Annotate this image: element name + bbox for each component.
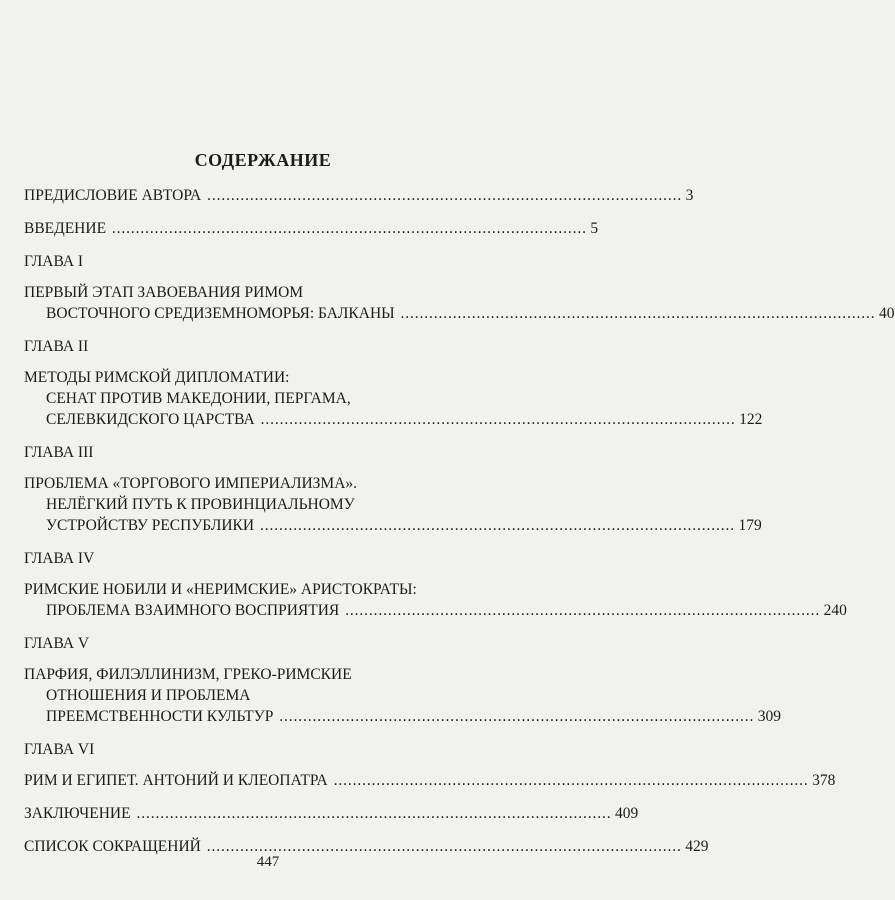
toc-page-number: 409: [614, 805, 639, 822]
toc-entry-text: СЕНАТ ПРОТИВ МАКЕДОНИИ, ПЕРГАМА,: [46, 390, 351, 407]
toc-page-number: 122: [739, 411, 763, 428]
toc-page-number: 378: [812, 772, 836, 789]
toc-entry-chapter-3: [24, 473, 762, 536]
toc-entry-text: ВВЕДЕНИЕ: [24, 220, 107, 237]
toc-entry-text: ВОСТОЧНОГО СРЕДИЗЕМНОМОРЬЯ: БАЛКАНЫ: [46, 305, 395, 322]
leader-dots: [112, 220, 585, 237]
toc-entry-text: СПИСОК СОКРАЩЕНИЙ: [24, 838, 201, 855]
page-number: 447: [256, 854, 280, 870]
toc-entry-text: ПАРФИЯ, ФИЛЭЛЛИНИЗМ, ГРЕКО-РИМСКИЕ: [24, 666, 352, 683]
chapter-heading-3: ГЛАВА III: [24, 444, 94, 461]
leader-dots: [260, 517, 733, 534]
leader-dots: [261, 411, 734, 428]
toc-entry-chapter-2: [24, 367, 763, 430]
toc-entry-text: ПРЕЕМСТВЕННОСТИ КУЛЬТУР: [46, 708, 274, 725]
toc-page-number: 429: [685, 838, 709, 855]
toc-page-number: 3: [685, 187, 694, 204]
chapter-heading-5: ГЛАВА V: [24, 635, 90, 652]
toc-entry-preface: [24, 185, 694, 206]
toc-entry-text: ПРОБЛЕМА ВЗАИМНОГО ВОСПРИЯТИЯ: [46, 602, 340, 619]
toc-entry-chapter-4: [24, 579, 847, 621]
toc-title: СОДЕРЖАНИЕ: [194, 150, 332, 170]
leader-dots: [279, 708, 752, 725]
leader-dots: [334, 772, 807, 789]
toc-entry-text: ЗАКЛЮЧЕНИЕ: [24, 805, 131, 822]
leader-dots: [136, 805, 609, 822]
toc-page-number: 5: [590, 220, 599, 237]
leader-dots: [345, 602, 818, 619]
toc-entry-introduction: [24, 218, 599, 239]
chapter-heading-1: ГЛАВА I: [24, 253, 84, 270]
toc-entry-text: СЕЛЕВКИДСКОГО ЦАРСТВА: [46, 411, 255, 428]
leader-dots: [207, 838, 680, 855]
toc-entry-conclusion: [24, 803, 639, 824]
toc-entry-text: ПЕРВЫЙ ЭТАП ЗАВОЕВАНИЯ РИМОМ: [24, 284, 304, 301]
toc-entry-text: МЕТОДЫ РИМСКОЙ ДИПЛОМАТИИ:: [24, 369, 290, 386]
toc-page-number: 309: [757, 708, 781, 725]
chapter-heading-2: ГЛАВА II: [24, 338, 89, 355]
toc-entry-text: УСТРОЙСТВУ РЕСПУБЛИКИ: [46, 517, 255, 534]
toc-entry-chapter-6: [24, 770, 836, 791]
leader-dots: [401, 305, 874, 322]
leader-dots: [207, 187, 680, 204]
toc-entry-chapter-5: [24, 664, 781, 727]
toc-page-number: 179: [738, 517, 762, 534]
toc-page-number: 240: [823, 602, 847, 619]
toc-entry-text: НЕЛЁГКИЙ ПУТЬ К ПРОВИНЦИАЛЬНОМУ: [46, 496, 355, 513]
toc-entry-text: ПРОБЛЕМА «ТОРГОВОГО ИМПЕРИАЛИЗМА».: [24, 475, 358, 492]
toc-entry-text: РИМСКИЕ НОБИЛИ И «НЕРИМСКИЕ» АРИСТОКРАТЫ:: [24, 581, 417, 598]
chapter-heading-4: ГЛАВА IV: [24, 550, 95, 567]
toc-entry-chapter-1: [24, 282, 895, 324]
toc-page-number: 40: [879, 305, 895, 322]
chapter-heading-6: ГЛАВА VI: [24, 741, 95, 758]
toc-entry-text: ПРЕДИСЛОВИЕ АВТОРА: [24, 187, 202, 204]
toc-entry-text: РИМ И ЕГИПЕТ. АНТОНИЙ И КЛЕОПАТРА: [24, 772, 328, 789]
toc-entry-text: ОТНОШЕНИЯ И ПРОБЛЕМА: [46, 687, 251, 704]
table-of-contents: [24, 150, 895, 869]
